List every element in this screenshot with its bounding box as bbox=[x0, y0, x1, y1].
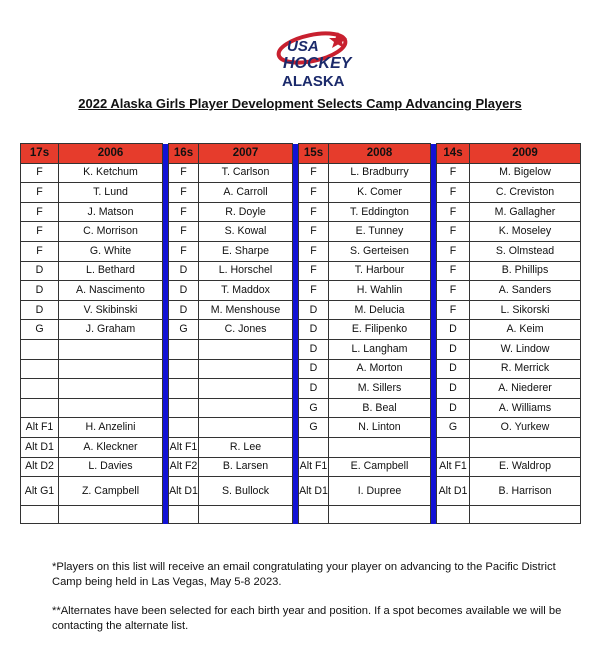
page-title: 2022 Alaska Girls Player Development Selects Camp Advancing Players bbox=[78, 96, 522, 111]
position-cell: F bbox=[169, 163, 199, 183]
position-cell bbox=[169, 339, 199, 359]
position-cell bbox=[21, 359, 59, 379]
player-name-cell bbox=[199, 506, 293, 524]
roster-row bbox=[21, 418, 581, 438]
position-cell: Alt G1 bbox=[21, 477, 59, 506]
age-group-header: 16s bbox=[169, 144, 199, 164]
position-cell bbox=[437, 437, 470, 457]
player-name-cell: M. Bigelow bbox=[470, 163, 581, 183]
position-cell: F bbox=[299, 183, 329, 203]
position-cell: F bbox=[169, 202, 199, 222]
player-name-cell bbox=[199, 359, 293, 379]
player-name-cell: C. Jones bbox=[199, 320, 293, 340]
player-name-cell: L. Langham bbox=[329, 339, 431, 359]
player-name-cell: M. Menshouse bbox=[199, 300, 293, 320]
position-cell: Alt F1 bbox=[21, 418, 59, 438]
roster-row bbox=[21, 202, 581, 222]
position-cell: D bbox=[299, 339, 329, 359]
position-cell bbox=[299, 437, 329, 457]
position-cell: G bbox=[21, 320, 59, 340]
position-cell: Alt F1 bbox=[169, 437, 199, 457]
roster-body bbox=[21, 163, 581, 524]
position-cell: F bbox=[299, 261, 329, 281]
position-cell: F bbox=[437, 281, 470, 301]
position-cell: F bbox=[21, 222, 59, 242]
birth-year-header: 2008 bbox=[329, 144, 431, 164]
footnote-alternates: **Alternates have been selected for each birth year and position. If a spot becomes available we will be contacting the alternate list. bbox=[52, 605, 562, 632]
position-cell: F bbox=[169, 183, 199, 203]
position-cell: G bbox=[299, 418, 329, 438]
player-name-cell: S. Olmstead bbox=[470, 241, 581, 261]
position-cell: F bbox=[299, 281, 329, 301]
player-name-cell: V. Skibinski bbox=[59, 300, 163, 320]
player-name-cell: N. Linton bbox=[329, 418, 431, 438]
player-name-cell: L. Davies bbox=[59, 457, 163, 477]
age-group-header: 14s bbox=[437, 144, 470, 164]
position-cell: F bbox=[437, 241, 470, 261]
roster-row bbox=[21, 163, 581, 183]
player-name-cell: A. Nascimento bbox=[59, 281, 163, 301]
position-cell: F bbox=[21, 183, 59, 203]
player-name-cell: J. Graham bbox=[59, 320, 163, 340]
usa-hockey-alaska-logo bbox=[270, 26, 360, 94]
svg-text:HOCKEY: HOCKEY bbox=[283, 55, 352, 72]
player-name-cell: G. White bbox=[59, 241, 163, 261]
player-name-cell: E. Sharpe bbox=[199, 241, 293, 261]
svg-text:ALASKA: ALASKA bbox=[282, 73, 345, 90]
position-cell: Alt F2 bbox=[169, 457, 199, 477]
player-name-cell: A. Keim bbox=[470, 320, 581, 340]
position-cell: Alt F1 bbox=[437, 457, 470, 477]
position-cell: G bbox=[437, 418, 470, 438]
player-name-cell: K. Ketchum bbox=[59, 163, 163, 183]
player-name-cell bbox=[199, 339, 293, 359]
player-name-cell bbox=[329, 506, 431, 524]
position-cell: F bbox=[299, 163, 329, 183]
position-cell bbox=[21, 506, 59, 524]
position-cell: D bbox=[169, 281, 199, 301]
player-name-cell bbox=[329, 437, 431, 457]
age-group-header: 15s bbox=[299, 144, 329, 164]
player-name-cell: M. Gallagher bbox=[470, 202, 581, 222]
player-name-cell: L. Sikorski bbox=[470, 300, 581, 320]
position-cell: Alt D1 bbox=[437, 477, 470, 506]
position-cell: F bbox=[21, 163, 59, 183]
player-name-cell: Z. Campbell bbox=[59, 477, 163, 506]
player-name-cell: H. Anzelini bbox=[59, 418, 163, 438]
header-row bbox=[21, 144, 581, 164]
player-name-cell: L. Bradburry bbox=[329, 163, 431, 183]
position-cell: D bbox=[169, 261, 199, 281]
position-cell: D bbox=[437, 320, 470, 340]
position-cell: D bbox=[21, 300, 59, 320]
player-name-cell: K. Moseley bbox=[470, 222, 581, 242]
footnote-email: *Players on this list will receive an email congratulating your player on advancing to the Pacific District Camp being held in Las Vegas, May 5-8 2023. bbox=[52, 561, 556, 588]
player-name-cell bbox=[59, 506, 163, 524]
player-name-cell: A. Kleckner bbox=[59, 437, 163, 457]
position-cell bbox=[21, 379, 59, 399]
roster-row bbox=[21, 183, 581, 203]
position-cell: D bbox=[169, 300, 199, 320]
position-cell bbox=[299, 506, 329, 524]
roster-row bbox=[21, 437, 581, 457]
position-cell: F bbox=[21, 241, 59, 261]
player-name-cell: E. Filipenko bbox=[329, 320, 431, 340]
player-name-cell: S. Gerteisen bbox=[329, 241, 431, 261]
player-name-cell: R. Lee bbox=[199, 437, 293, 457]
player-name-cell: R. Doyle bbox=[199, 202, 293, 222]
player-name-cell: M. Delucia bbox=[329, 300, 431, 320]
roster-row bbox=[21, 261, 581, 281]
player-name-cell bbox=[59, 398, 163, 418]
player-name-cell: R. Merrick bbox=[470, 359, 581, 379]
player-name-cell: B. Beal bbox=[329, 398, 431, 418]
player-name-cell: L. Horschel bbox=[199, 261, 293, 281]
position-cell: D bbox=[437, 359, 470, 379]
player-name-cell: T. Lund bbox=[59, 183, 163, 203]
position-cell: D bbox=[437, 379, 470, 399]
player-name-cell bbox=[59, 379, 163, 399]
position-cell: F bbox=[437, 163, 470, 183]
player-name-cell: E. Campbell bbox=[329, 457, 431, 477]
position-cell: D bbox=[21, 261, 59, 281]
position-cell: D bbox=[21, 281, 59, 301]
player-name-cell bbox=[59, 359, 163, 379]
position-cell bbox=[169, 398, 199, 418]
player-name-cell: A. Niederer bbox=[470, 379, 581, 399]
position-cell: D bbox=[299, 300, 329, 320]
player-name-cell: L. Bethard bbox=[59, 261, 163, 281]
roster-table bbox=[20, 143, 581, 524]
birth-year-header: 2006 bbox=[59, 144, 163, 164]
position-cell: D bbox=[299, 379, 329, 399]
player-name-cell: E. Tunney bbox=[329, 222, 431, 242]
roster-row bbox=[21, 506, 581, 524]
roster-row bbox=[21, 241, 581, 261]
position-cell bbox=[21, 339, 59, 359]
player-name-cell: O. Yurkew bbox=[470, 418, 581, 438]
player-name-cell: I. Dupree bbox=[329, 477, 431, 506]
position-cell: Alt F1 bbox=[299, 457, 329, 477]
position-cell bbox=[169, 359, 199, 379]
position-cell bbox=[169, 379, 199, 399]
position-cell bbox=[169, 418, 199, 438]
position-cell: F bbox=[299, 202, 329, 222]
birth-year-header: 2009 bbox=[470, 144, 581, 164]
position-cell: F bbox=[169, 222, 199, 242]
position-cell: F bbox=[21, 202, 59, 222]
player-name-cell: A. Morton bbox=[329, 359, 431, 379]
position-cell: D bbox=[299, 359, 329, 379]
player-name-cell: B. Larsen bbox=[199, 457, 293, 477]
roster-row bbox=[21, 339, 581, 359]
player-name-cell: C. Creviston bbox=[470, 183, 581, 203]
roster-row bbox=[21, 398, 581, 418]
age-group-header: 17s bbox=[21, 144, 59, 164]
position-cell: D bbox=[437, 398, 470, 418]
player-name-cell: J. Matson bbox=[59, 202, 163, 222]
position-cell: F bbox=[437, 222, 470, 242]
player-name-cell bbox=[59, 339, 163, 359]
player-name-cell: T. Eddington bbox=[329, 202, 431, 222]
position-cell bbox=[437, 506, 470, 524]
position-cell: F bbox=[437, 183, 470, 203]
position-cell: D bbox=[299, 320, 329, 340]
player-name-cell bbox=[199, 398, 293, 418]
player-name-cell: K. Comer bbox=[329, 183, 431, 203]
position-cell bbox=[21, 398, 59, 418]
player-name-cell bbox=[199, 379, 293, 399]
player-name-cell: T. Harbour bbox=[329, 261, 431, 281]
position-cell: Alt D1 bbox=[169, 477, 199, 506]
player-name-cell bbox=[470, 437, 581, 457]
player-name-cell bbox=[470, 506, 581, 524]
position-cell: F bbox=[437, 300, 470, 320]
roster-row bbox=[21, 477, 581, 506]
position-cell: F bbox=[437, 261, 470, 281]
player-name-cell: S. Bullock bbox=[199, 477, 293, 506]
player-name-cell: H. Wahlin bbox=[329, 281, 431, 301]
player-name-cell: A. Carroll bbox=[199, 183, 293, 203]
player-name-cell: A. Sanders bbox=[470, 281, 581, 301]
player-name-cell: A. Williams bbox=[470, 398, 581, 418]
footnotes bbox=[52, 560, 572, 648]
roster-row bbox=[21, 300, 581, 320]
roster-row bbox=[21, 222, 581, 242]
player-name-cell: B. Phillips bbox=[470, 261, 581, 281]
player-name-cell: T. Carlson bbox=[199, 163, 293, 183]
player-name-cell: M. Sillers bbox=[329, 379, 431, 399]
roster-row bbox=[21, 281, 581, 301]
player-name-cell: T. Maddox bbox=[199, 281, 293, 301]
position-cell: D bbox=[437, 339, 470, 359]
player-name-cell: C. Morrison bbox=[59, 222, 163, 242]
roster-row bbox=[21, 457, 581, 477]
position-cell: G bbox=[299, 398, 329, 418]
birth-year-header: 2007 bbox=[199, 144, 293, 164]
position-cell: Alt D1 bbox=[21, 437, 59, 457]
player-name-cell bbox=[199, 418, 293, 438]
roster-row bbox=[21, 320, 581, 340]
position-cell: F bbox=[299, 241, 329, 261]
player-name-cell: S. Kowal bbox=[199, 222, 293, 242]
roster-row bbox=[21, 379, 581, 399]
position-cell: F bbox=[437, 202, 470, 222]
position-cell: Alt D2 bbox=[21, 457, 59, 477]
player-name-cell: B. Harrison bbox=[470, 477, 581, 506]
svg-text:USA: USA bbox=[287, 38, 319, 55]
player-name-cell: W. Lindow bbox=[470, 339, 581, 359]
player-name-cell: E. Waldrop bbox=[470, 457, 581, 477]
position-cell: Alt D1 bbox=[299, 477, 329, 506]
position-cell: F bbox=[169, 241, 199, 261]
position-cell: G bbox=[169, 320, 199, 340]
position-cell: F bbox=[299, 222, 329, 242]
roster-row bbox=[21, 359, 581, 379]
position-cell bbox=[169, 506, 199, 524]
